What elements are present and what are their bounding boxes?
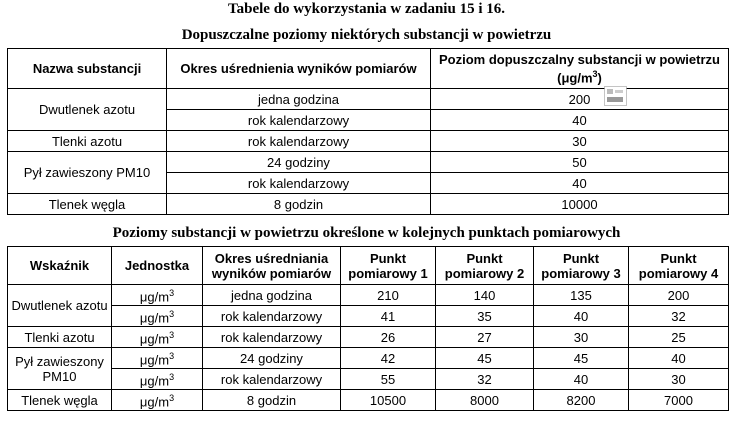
indicator-cell: Dwutlenek azotu — [8, 285, 112, 327]
value-cell: 35 — [436, 306, 534, 327]
table-row — [8, 306, 729, 327]
value-cell: 30 — [534, 327, 629, 348]
header-indicator: Wskaźnik — [8, 247, 112, 285]
table-row — [8, 285, 729, 306]
table2-caption: Poziomy substancji w powietrzu określone w kolejnych punktach pomiarowych — [112, 225, 621, 241]
substance-cell: Dwutlenek azotu — [8, 89, 167, 131]
limit-cell: 10000 — [431, 194, 729, 215]
header-unit: Jednostka — [112, 247, 203, 285]
indicator-cell: Tlenki azotu — [8, 327, 112, 348]
indicator-cell: Pył zawieszony PM10 — [8, 348, 112, 390]
substance-cell: Pył zawieszony PM10 — [8, 152, 167, 194]
value-cell: 45 — [436, 348, 534, 369]
value-cell: 7000 — [629, 390, 729, 411]
limit-cell: 50 — [431, 152, 729, 173]
header-point-1: Punkt pomiarowy 1 — [341, 247, 436, 285]
header-limit: Poziom dopuszczalny substancji w powietrzu $(\mu g/m^3)$ — [431, 49, 729, 89]
unit-cell: $\mu g/m^3$ — [112, 327, 203, 348]
unit-cell: $\mu g/m^3$ — [112, 369, 203, 390]
period-cell: rok kalendarzowy — [167, 110, 431, 131]
value-cell: 200 — [629, 285, 729, 306]
value-cell: 45 — [534, 348, 629, 369]
value-cell: 30 — [629, 369, 729, 390]
value-cell: 10500 — [341, 390, 436, 411]
unit-cell: $\mu g/m^3$ — [112, 285, 203, 306]
unit-cell: $\mu g/m^3$ — [112, 306, 203, 327]
header-point-2: Punkt pomiarowy 2 — [436, 247, 534, 285]
value-cell: 8000 — [436, 390, 534, 411]
value-cell: 40 — [534, 306, 629, 327]
table1-caption: Dopuszczalne poziomy niektórych substancji w powietrzu — [181, 27, 552, 43]
period-cell: rok kalendarzowy — [167, 131, 431, 152]
table-row — [8, 390, 729, 411]
value-cell: 32 — [436, 369, 534, 390]
value-cell: 26 — [341, 327, 436, 348]
header-point-3: Punkt pomiarowy 3 — [534, 247, 629, 285]
table-row — [8, 369, 729, 390]
period-cell: 8 godzin — [167, 194, 431, 215]
header-substance: Nazwa substancji — [8, 49, 167, 89]
value-cell: 25 — [629, 327, 729, 348]
table-row — [8, 131, 729, 152]
indicator-cell: Tlenek węgla — [8, 390, 112, 411]
unit-cell: $\mu g/m^3$ — [112, 390, 203, 411]
table-row — [8, 152, 729, 173]
header-period: Okres uśredniania wyników pomiarów — [203, 247, 341, 285]
header-period: Okres uśrednienia wyników pomiarów — [167, 49, 431, 89]
value-cell: 40 — [629, 348, 729, 369]
period-cell: rok kalendarzowy — [203, 327, 341, 348]
value-cell: 40 — [534, 369, 629, 390]
page-heading: Tabele do wykorzystania w zadaniu 15 i 16. — [228, 1, 505, 17]
table-row — [8, 327, 729, 348]
table-row — [8, 348, 729, 369]
value-cell: 55 — [341, 369, 436, 390]
substance-cell: Tlenek węgla — [8, 194, 167, 215]
limit-cell: 30 — [431, 131, 729, 152]
limit-cell: 200 — [431, 89, 729, 110]
value-cell: 210 — [341, 285, 436, 306]
period-cell: 24 godziny — [167, 152, 431, 173]
image-placeholder-icon — [604, 86, 627, 106]
substance-cell: Tlenki azotu — [8, 131, 167, 152]
header-point-4: Punkt pomiarowy 4 — [629, 247, 729, 285]
period-cell: 24 godziny — [203, 348, 341, 369]
value-cell: 140 — [436, 285, 534, 306]
value-cell: 41 — [341, 306, 436, 327]
period-cell: rok kalendarzowy — [203, 306, 341, 327]
unit-cell: $\mu g/m^3$ — [112, 348, 203, 369]
period-cell: jedna godzina — [203, 285, 341, 306]
period-cell: 8 godzin — [203, 390, 341, 411]
period-cell: jedna godzina — [167, 89, 431, 110]
value-cell: 27 — [436, 327, 534, 348]
period-cell: rok kalendarzowy — [203, 369, 341, 390]
limit-cell: 40 — [431, 173, 729, 194]
measurements-table — [7, 246, 729, 411]
value-cell: 42 — [341, 348, 436, 369]
table-row — [8, 194, 729, 215]
value-cell: 8200 — [534, 390, 629, 411]
limit-cell: 40 — [431, 110, 729, 131]
value-cell: 135 — [534, 285, 629, 306]
period-cell: rok kalendarzowy — [167, 173, 431, 194]
limits-table — [7, 48, 729, 215]
value-cell: 32 — [629, 306, 729, 327]
